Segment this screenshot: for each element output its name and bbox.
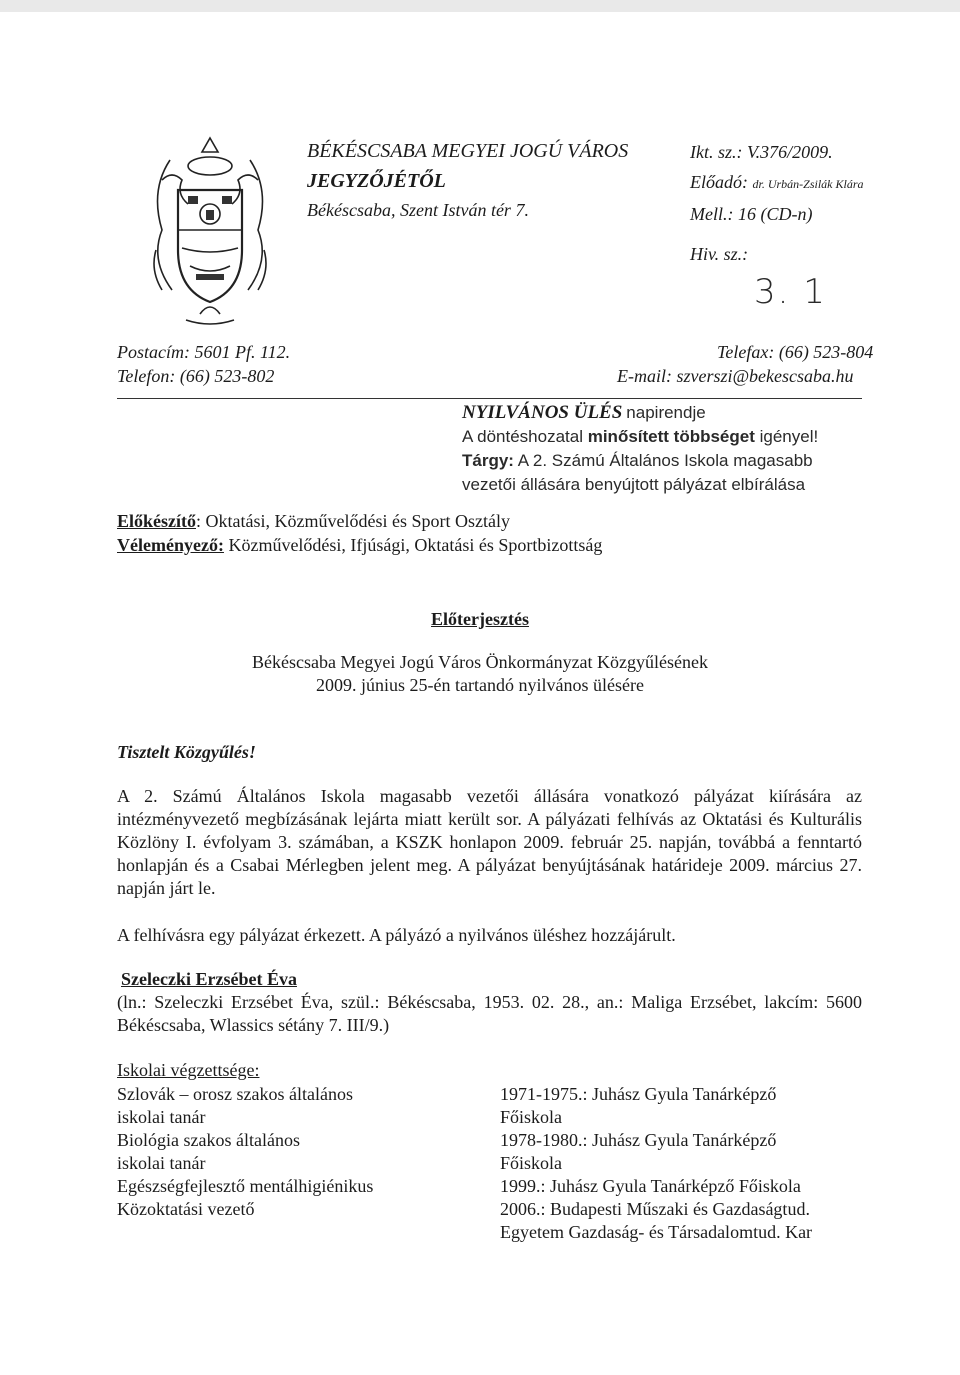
attachments: Mell.: 16 (CD-n) bbox=[690, 204, 813, 224]
salutation: Tisztelt Közgyűlés! bbox=[117, 742, 256, 762]
education-heading: Iskolai végzettsége: bbox=[117, 1060, 260, 1080]
paragraph-1: A 2. Számú Általános Iskola magasabb vezetői állására vonatkozó pályázat kiírására az intézményvezető megbízásának lejárta miatt került sor. A pályázati felhívás az Oktatási és Kulturális Közlöny I. évfolyam 3. számában, a KSZK honlapon 2009. február 25. napján, továbbá a fenntartó honlapján és a Csabai Mérlegben jelent meg. A pályázat benyújtásának határideje 2009. március 27. napján járt le. bbox=[117, 786, 862, 898]
presenter-name: dr. Urbán-Zsilák Klára bbox=[752, 177, 864, 191]
paragraph-2: A felhívásra egy pályázat érkezett. A pályázó a nyilvános üléshez hozzájárult. bbox=[117, 925, 676, 945]
subject-text-2: vezetői állására benyújtott pályázat elbírálása bbox=[462, 475, 806, 494]
postal-address: Postacím: 5601 Pf. 112. bbox=[117, 342, 291, 362]
preparer-line bbox=[117, 511, 510, 532]
filing-number: Ikt. sz.: V.376/2009. bbox=[690, 142, 833, 162]
handwritten-agenda-number: 3. 1 bbox=[754, 272, 827, 312]
institution-line: Főiskola bbox=[500, 1107, 563, 1127]
institution-line: Egyetem Gazdaság- és Társadalomtud. Kar bbox=[500, 1222, 813, 1242]
candidate-name: Szeleczki Erzsébet Éva bbox=[121, 969, 297, 989]
reference-number: Hiv. sz.: bbox=[690, 244, 749, 264]
institution-line: Főiskola bbox=[500, 1153, 563, 1173]
presenter bbox=[690, 172, 864, 193]
candidate-details: (ln.: Szeleczki Erzsébet Éva, szül.: Békéscsaba, 1953. 02. 28., an.: Maliga Erzsébet, lakcím: 5600 Békéscsaba, Wlassics sétány 7. III/9.) bbox=[117, 992, 862, 1035]
degree-line: iskolai tanár bbox=[117, 1107, 206, 1127]
decision-majority: minősített többséget bbox=[587, 427, 755, 446]
proposal-line-1: Békéscsaba Megyei Jogú Város Önkormányzat Közgyűlésének bbox=[251, 652, 709, 672]
institution-line: 2006.: Budapesti Műszaki és Gazdaságtud. bbox=[500, 1199, 810, 1219]
subject-line-1 bbox=[462, 451, 813, 471]
preparer-label: Előkészítő bbox=[117, 511, 196, 531]
education-institutions bbox=[500, 1083, 812, 1244]
degree-line: Közoktatási vezető bbox=[117, 1199, 255, 1219]
institution-line: 1999.: Juhász Gyula Tanárképző Főiskola bbox=[500, 1176, 801, 1196]
opinion-value: Közművelődési, Ifjúsági, Oktatási és Sportbizottság bbox=[228, 535, 603, 555]
institution-line: 1971-1975.: Juhász Gyula Tanárképző bbox=[500, 1084, 777, 1104]
presenter-label: Előadó: bbox=[690, 172, 748, 192]
email-address: E-mail: szverszi@bekescsaba.hu bbox=[617, 366, 854, 386]
proposal-heading: Előterjesztés bbox=[431, 609, 529, 629]
office-address: Békéscsaba, Szent István tér 7. bbox=[307, 200, 529, 220]
phone-number: Telefon: (66) 523-802 bbox=[117, 366, 275, 386]
degree-line: iskolai tanár bbox=[117, 1153, 206, 1173]
opinion-line bbox=[117, 535, 602, 556]
decision-suffix: igényel! bbox=[759, 427, 819, 446]
institution-line: 1978-1980.: Juhász Gyula Tanárképző bbox=[500, 1130, 777, 1150]
degree-line: Biológia szakos általános bbox=[117, 1130, 300, 1150]
proposal-line-2: 2009. június 25-én tartandó nyilvános ülésére bbox=[316, 675, 644, 695]
session-title: NYILVÁNOS ÜLÉS bbox=[462, 402, 623, 423]
session-title-line bbox=[462, 402, 706, 424]
city-name: BÉKÉSCSABA MEGYEI JOGÚ VÁROS bbox=[307, 140, 629, 162]
office-name: JEGYZŐJÉTŐL bbox=[307, 170, 446, 192]
scan-top-border bbox=[0, 0, 960, 12]
decision-requirement bbox=[462, 427, 818, 447]
degree-line: Szlovák – orosz szakos általános bbox=[117, 1084, 353, 1104]
city-coat-of-arms-icon bbox=[140, 130, 280, 330]
fax-number: Telefax: (66) 523-804 bbox=[717, 342, 874, 362]
degree-line: Egészségfejlesztő mentálhigiénikus bbox=[117, 1176, 374, 1196]
education-degrees bbox=[117, 1083, 373, 1221]
subject-text-1: A 2. Számú Általános Iskola magasabb bbox=[517, 451, 813, 470]
session-title-suffix: napirendje bbox=[626, 403, 706, 422]
preparer-value: : Oktatási, Közművelődési és Sport Osztály bbox=[196, 511, 510, 531]
opinion-label: Véleményező: bbox=[117, 535, 224, 555]
decision-prefix: A döntéshozatal bbox=[462, 427, 583, 446]
subject-label: Tárgy: bbox=[462, 451, 514, 470]
header-divider bbox=[117, 398, 862, 399]
